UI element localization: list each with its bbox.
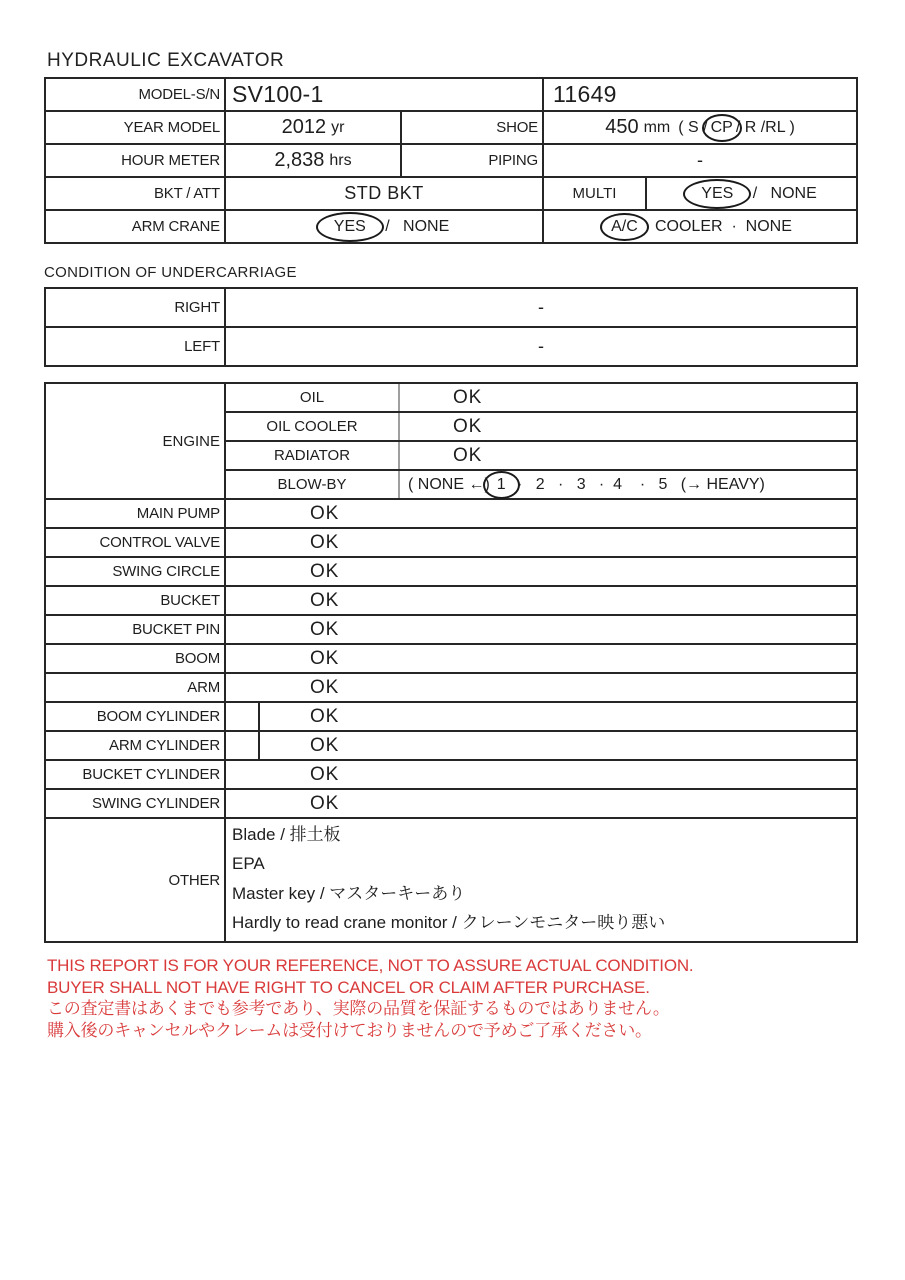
arm-value: OK xyxy=(224,674,856,701)
disclaimer-line-1: THIS REPORT IS FOR YOUR REFERENCE, NOT TO ASSURE ACTUAL CONDITION. xyxy=(47,956,694,975)
swing-cylinder-label: SWING CYLINDER xyxy=(91,795,220,812)
bucket-pin-label: BUCKET PIN xyxy=(132,621,220,638)
oil-value: OK xyxy=(453,386,483,408)
engine-row-blowby xyxy=(226,469,856,498)
radiator-value: OK xyxy=(453,444,483,466)
arm-crane-none-option: / NONE xyxy=(380,217,450,235)
engine-row-oil-cooler xyxy=(226,411,856,440)
disclaimer xyxy=(47,955,693,1041)
row-model xyxy=(46,79,856,110)
arm-cylinder-label: ARM CYLINDER xyxy=(109,737,220,754)
model-label: MODEL-S/N xyxy=(138,86,220,103)
row-arm-cylinder xyxy=(46,730,856,759)
swing-circle-label: SWING CIRCLE xyxy=(112,563,220,580)
bucket-value: OK xyxy=(224,587,856,614)
boom-cylinder-value: OK xyxy=(258,703,856,730)
other-notes xyxy=(224,819,856,941)
blowby-none-end: ( NONE ←) xyxy=(408,475,490,493)
right-value: - xyxy=(224,289,856,326)
bkt-att-value: STD BKT xyxy=(224,178,542,209)
control-valve-value: OK xyxy=(224,529,856,556)
hour-meter-label: HOUR METER xyxy=(121,152,220,169)
arm-cylinder-value: OK xyxy=(258,732,856,759)
row-hour-piping xyxy=(46,143,856,176)
hour-meter-value xyxy=(224,145,400,176)
left-label: LEFT xyxy=(184,338,220,355)
right-label: RIGHT xyxy=(174,299,220,316)
row-bucket xyxy=(46,585,856,614)
hour-number: 2,838 xyxy=(274,149,325,171)
engine-label: ENGINE xyxy=(162,432,220,450)
shoe-selected-circle: CP xyxy=(702,114,742,142)
shoe-options-prefix: ( S / xyxy=(678,118,708,136)
row-boom xyxy=(46,643,856,672)
main-pump-value: OK xyxy=(224,500,856,527)
undercarriage-row-right xyxy=(46,289,856,326)
left-value: - xyxy=(224,328,856,365)
oil-label: OIL xyxy=(226,384,400,411)
arm-crane-value xyxy=(224,211,542,242)
other-note-blade: Blade / 排土板 xyxy=(232,825,341,844)
shoe-unit: mm xyxy=(643,118,671,136)
undercarriage-row-left xyxy=(46,326,856,365)
radiator-label: RADIATOR xyxy=(226,442,400,469)
condition-table xyxy=(44,382,858,943)
row-main-pump xyxy=(46,498,856,527)
row-bucket-pin xyxy=(46,614,856,643)
boom-cylinder-label: BOOM CYLINDER xyxy=(96,708,220,725)
page-title: HYDRAULIC EXCAVATOR xyxy=(47,50,285,71)
arm-crane-yes-circle: YES xyxy=(316,212,384,242)
row-arm xyxy=(46,672,856,701)
blowby-scale xyxy=(400,471,856,498)
spec-table xyxy=(44,77,858,244)
oil-cooler-label: OIL COOLER xyxy=(226,413,400,440)
boom-cylinder-spacer xyxy=(224,703,258,730)
undercarriage-table xyxy=(44,287,858,367)
year-value xyxy=(224,112,400,143)
engine-row-radiator xyxy=(226,440,856,469)
disclaimer-line-2: BUYER SHALL NOT HAVE RIGHT TO CANCEL OR CLAIM AFTER PURCHASE. xyxy=(47,977,650,997)
year-unit: yr xyxy=(331,118,345,136)
row-boom-cylinder xyxy=(46,701,856,730)
shoe-options-suffix: / R /RL ) xyxy=(735,118,795,136)
row-other xyxy=(46,817,856,941)
ac-cooler-options: · COOLER · NONE xyxy=(640,217,792,235)
boom-value: OK xyxy=(224,645,856,672)
shoe-label: SHOE xyxy=(400,112,542,143)
year-label: YEAR MODEL xyxy=(123,119,220,136)
blowby-rating-circle: 1 xyxy=(483,471,520,499)
row-arm-crane xyxy=(46,209,856,242)
other-label: OTHER xyxy=(168,871,220,889)
engine-subtable xyxy=(224,384,856,498)
piping-value: - xyxy=(542,145,856,176)
model-value: SV100-1 xyxy=(224,79,542,110)
bkt-att-label: BKT / ATT xyxy=(154,185,220,202)
row-bkt-multi xyxy=(46,176,856,209)
serial-value: 11649 xyxy=(542,79,856,110)
swing-circle-value: OK xyxy=(224,558,856,585)
boom-label: BOOM xyxy=(174,650,220,667)
bucket-pin-value: OK xyxy=(224,616,856,643)
control-valve-label: CONTROL VALVE xyxy=(99,534,220,551)
multi-value xyxy=(645,178,856,209)
bucket-cylinder-value: OK xyxy=(224,761,856,788)
blowby-heavy-end: · 2 · 3 · 4 · 5 (→ HEAVY) xyxy=(512,475,765,493)
row-swing-circle xyxy=(46,556,856,585)
row-bucket-cylinder xyxy=(46,759,856,788)
bucket-label: BUCKET xyxy=(160,592,220,609)
multi-yes-circle: YES xyxy=(683,179,751,209)
arm-crane-label: ARM CRANE xyxy=(131,218,220,235)
other-note-crane-monitor: Hardly to read crane monitor / クレーンモニター映り悪い xyxy=(232,912,666,932)
engine-block xyxy=(46,384,856,498)
row-year-shoe xyxy=(46,110,856,143)
oil-cooler-value: OK xyxy=(453,415,483,437)
arm-cylinder-spacer xyxy=(224,732,258,759)
shoe-value xyxy=(542,112,856,143)
undercarriage-title: CONDITION OF UNDERCARRIAGE xyxy=(44,264,297,281)
blowby-label: BLOW-BY xyxy=(226,471,400,498)
main-pump-label: MAIN PUMP xyxy=(136,505,220,522)
year-number: 2012 xyxy=(281,116,327,138)
swing-cylinder-value: OK xyxy=(224,790,856,817)
row-control-valve xyxy=(46,527,856,556)
bucket-cylinder-label: BUCKET CYLINDER xyxy=(82,766,220,783)
ac-cooler-value xyxy=(542,211,856,242)
piping-label: PIPING xyxy=(400,145,542,176)
hour-unit: hrs xyxy=(329,151,352,169)
multi-none-option: / NONE xyxy=(748,184,817,202)
arm-label: ARM xyxy=(187,679,220,696)
other-note-epa: EPA xyxy=(232,854,265,874)
row-swing-cylinder xyxy=(46,788,856,817)
shoe-number: 450 xyxy=(605,116,639,138)
other-note-master-key: Master key / マスターキーあり xyxy=(232,883,466,903)
disclaimer-line-4: 購入後のキャンセルやクレームは受付けておりませんので予めご了承ください。 xyxy=(47,1020,652,1040)
multi-label: MULTI xyxy=(542,178,645,209)
ac-circle: A/C xyxy=(600,213,649,241)
disclaimer-line-3: この査定書はあくまでも参考であり、実際の品質を保証するものではありません。 xyxy=(47,999,670,1018)
engine-row-oil xyxy=(226,384,856,411)
